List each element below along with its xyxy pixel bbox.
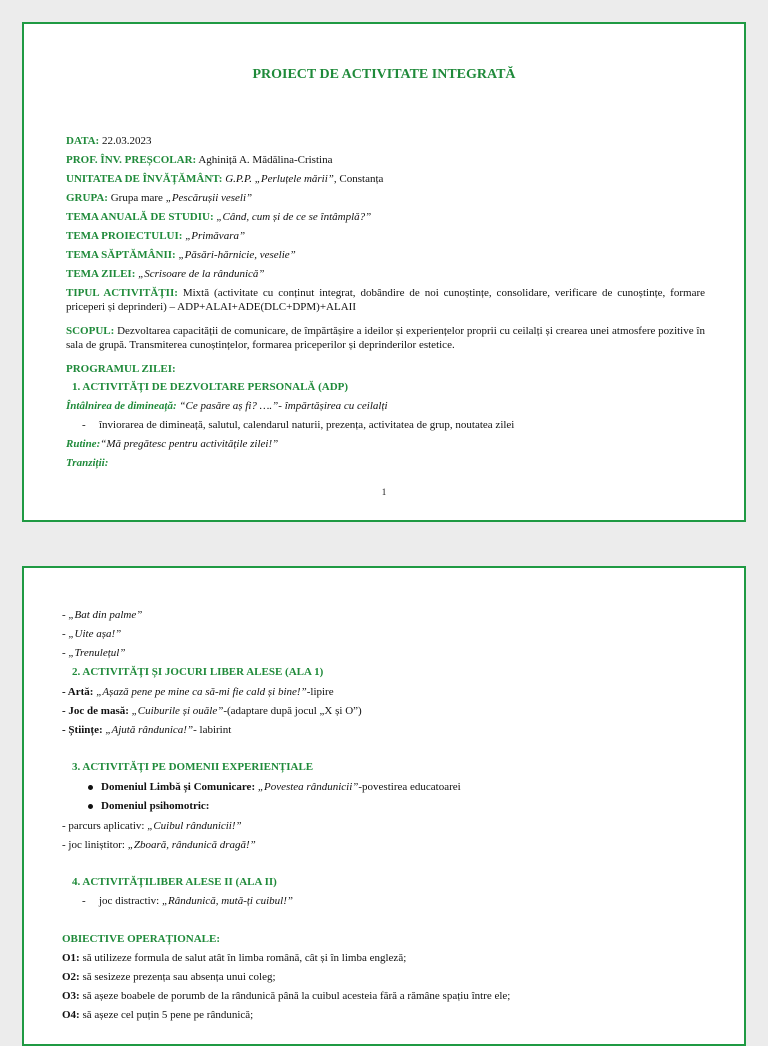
art-value: „Așază pene pe mine ca să-mi fie cald și bine!” [93,686,307,698]
dlc-suffix: -povestirea educatoarei [358,781,461,793]
scope-value: Dezvoltarea capacității de comunicare, de împărtășire a ideilor și experiențelor proprii cu ceilalți și crearea unei atmosfere pozitive în sala de grupă. Transmiterea cunoștințelor, formarea priceperilor și deprinderilor estetice. [66,325,705,351]
project-theme-value: „Primăvara” [182,230,246,242]
transition-item: - „Bat din palme” [62,609,143,621]
annual-theme-value: „Când, cum și de ce se întâmplă?” [213,211,372,223]
teacher-value: Aghiniță A. Mădălina-Cristina [196,154,333,166]
school-line [66,172,383,186]
school-city: , Constanța [333,173,384,185]
table-game-value: „Cuiburile și ouăle” [128,705,224,717]
calm-game-line [62,838,256,852]
art-label: - Artă: [62,686,94,698]
art-line [62,685,334,699]
ala1-heading: 2. ACTIVITĂȚI ȘI JOCURI LIBER ALESE (ALA 1) [72,666,324,678]
day-theme-line [66,267,265,281]
morning-meeting-item: - înviorarea de dimineață, salutul, calendarul naturii, prezența, activitatea de grup, noutatea zilei [82,419,515,431]
table-game-label: - Joc de masă: [62,705,129,717]
dpm-item [88,799,209,813]
morning-meeting-value: “Ce pasăre aș fi? ….”- împărtășirea cu ceilalți [176,400,388,412]
scope-paragraph [66,324,705,352]
day-theme-label: TEMA ZILEI: [66,268,136,280]
morning-meeting-label: Întâlnirea de dimineață: [66,400,177,412]
group-name: „Pescărușii veseli” [165,192,253,204]
objective-code: O2: [62,971,80,983]
scope-label: SCOPUL: [66,325,115,337]
transitions-label: Tranziții: [66,457,109,469]
dlc-value: „Povestea rândunicii” [255,781,359,793]
applied-course-line [62,819,242,833]
objective-text: să așeze cel puțin 5 pene pe rândunică; [79,1009,254,1021]
ade-heading: 3. ACTIVITĂȚI PE DOMENII EXPERIENȚIALE [72,761,314,773]
objective-item [62,951,406,965]
ala2-item: - joc distractiv: „Rândunică, mută-ți cuibul!” [82,895,294,907]
applied-course-prefix: - parcurs aplicativ: [62,820,148,832]
objective-text: să sesizeze prezența sau absența unui coleg; [79,971,276,983]
applied-course-value: „Cuibul rândunicii!” [147,820,242,832]
transition-item: - „Uite așa!” [62,628,122,640]
objective-text: să așeze boabele de porumb de la rândunică până la cuibul acesteia fără a rămâne spațiu între ele; [79,990,511,1002]
routines-line [66,437,278,451]
morning-meeting-line [66,399,388,413]
science-label: - Științe: [62,724,103,736]
bullet-icon [88,804,93,809]
calm-game-value: „Zboară, rândunică dragă!” [127,839,256,851]
dlc-item [88,780,461,794]
morning-meeting-item-text: înviorarea de dimineață, salutul, calendarul naturii, prezența, activitatea de grup, noutatea zilei [99,419,515,431]
annual-theme-label: TEMA ANUALĂ DE STUDIU: [66,211,214,223]
teacher-label: PROF. ÎNV. PREȘCOLAR: [66,154,197,166]
science-line [62,723,231,737]
dpm-label: Domeniul psihomotric: [101,800,210,812]
school-label: UNITATEA DE ÎNVĂȚĂMÂNT: [66,173,223,185]
objectives-heading: OBIECTIVE OPERAȚIONALE: [62,933,221,945]
science-suffix: - labirint [193,724,232,736]
objective-item [62,989,510,1003]
objective-text: să utilizeze formula de salut atât în limba română, cât și în limba engleză; [79,952,407,964]
date-label: DATA: [66,135,100,147]
objective-code: O4: [62,1009,80,1021]
week-theme-line [66,248,296,262]
week-theme-value: „Păsări-hărnicie, veselie” [175,249,296,261]
adp-heading: 1. ACTIVITĂȚI DE DEZVOLTARE PERSONALĂ (ADP) [72,381,349,393]
document-page-1 [22,22,746,522]
date-line [66,134,151,148]
objective-code: O1: [62,952,80,964]
dlc-label: Domeniul Limbă și Comunicare: [101,781,256,793]
activity-type-label: TIPUL ACTIVITĂȚII: [66,287,178,299]
document-page-2 [22,566,746,1046]
document-title: PROIECT DE ACTIVITATE INTEGRATĂ [252,67,516,82]
group-value: Grupa mare [107,192,166,204]
teacher-line [66,153,332,167]
day-program-heading: PROGRAMUL ZILEI: [66,363,176,375]
page-number: 1 [381,487,387,497]
transition-item: - „Trenulețul” [62,647,126,659]
activity-type-value: Mixtă (activitate cu conținut integrat, dobândire de noi cunoștințe, consolidare, verificare de cunoștințe, formare priceperi și deprinderi) – ADP+ALAI+ADE(DLC+DPM)+ALAII [66,287,705,313]
objective-item [62,1008,253,1022]
day-theme-value: „Scrisoare de la rândunică” [135,268,265,280]
date-value: 22.03.2023 [99,135,152,147]
group-line [66,191,252,205]
routines-label: Rutine: [66,438,101,450]
activity-type-paragraph [66,286,705,314]
table-game-suffix: -(adaptare după jocul „X și O”) [223,705,362,717]
routines-value: “Mă pregătesc pentru activitățile zilei!” [100,438,279,450]
annual-theme-line [66,210,371,224]
bullet-icon [88,785,93,790]
ala2-heading: 4. ACTIVITĂȚILIBER ALESE II (ALA II) [72,876,277,888]
objective-item [62,970,276,984]
week-theme-label: TEMA SĂPTĂMÂNII: [66,249,176,261]
project-theme-line [66,229,245,243]
school-value: G.P.P. „Perluțele mării” [222,173,334,185]
group-label: GRUPA: [66,192,108,204]
objective-code: O3: [62,990,80,1002]
art-suffix: -lipire [306,686,334,698]
ala2-item-value: „Rândunică, mută-ți cuibul!” [161,895,294,907]
project-theme-label: TEMA PROIECTULUI: [66,230,183,242]
table-game-line [62,704,362,718]
ala2-item-prefix: joc distractiv: [99,895,162,907]
science-value: „Ajută rândunica!” [102,724,194,736]
calm-game-prefix: - joc liniștitor: [62,839,128,851]
